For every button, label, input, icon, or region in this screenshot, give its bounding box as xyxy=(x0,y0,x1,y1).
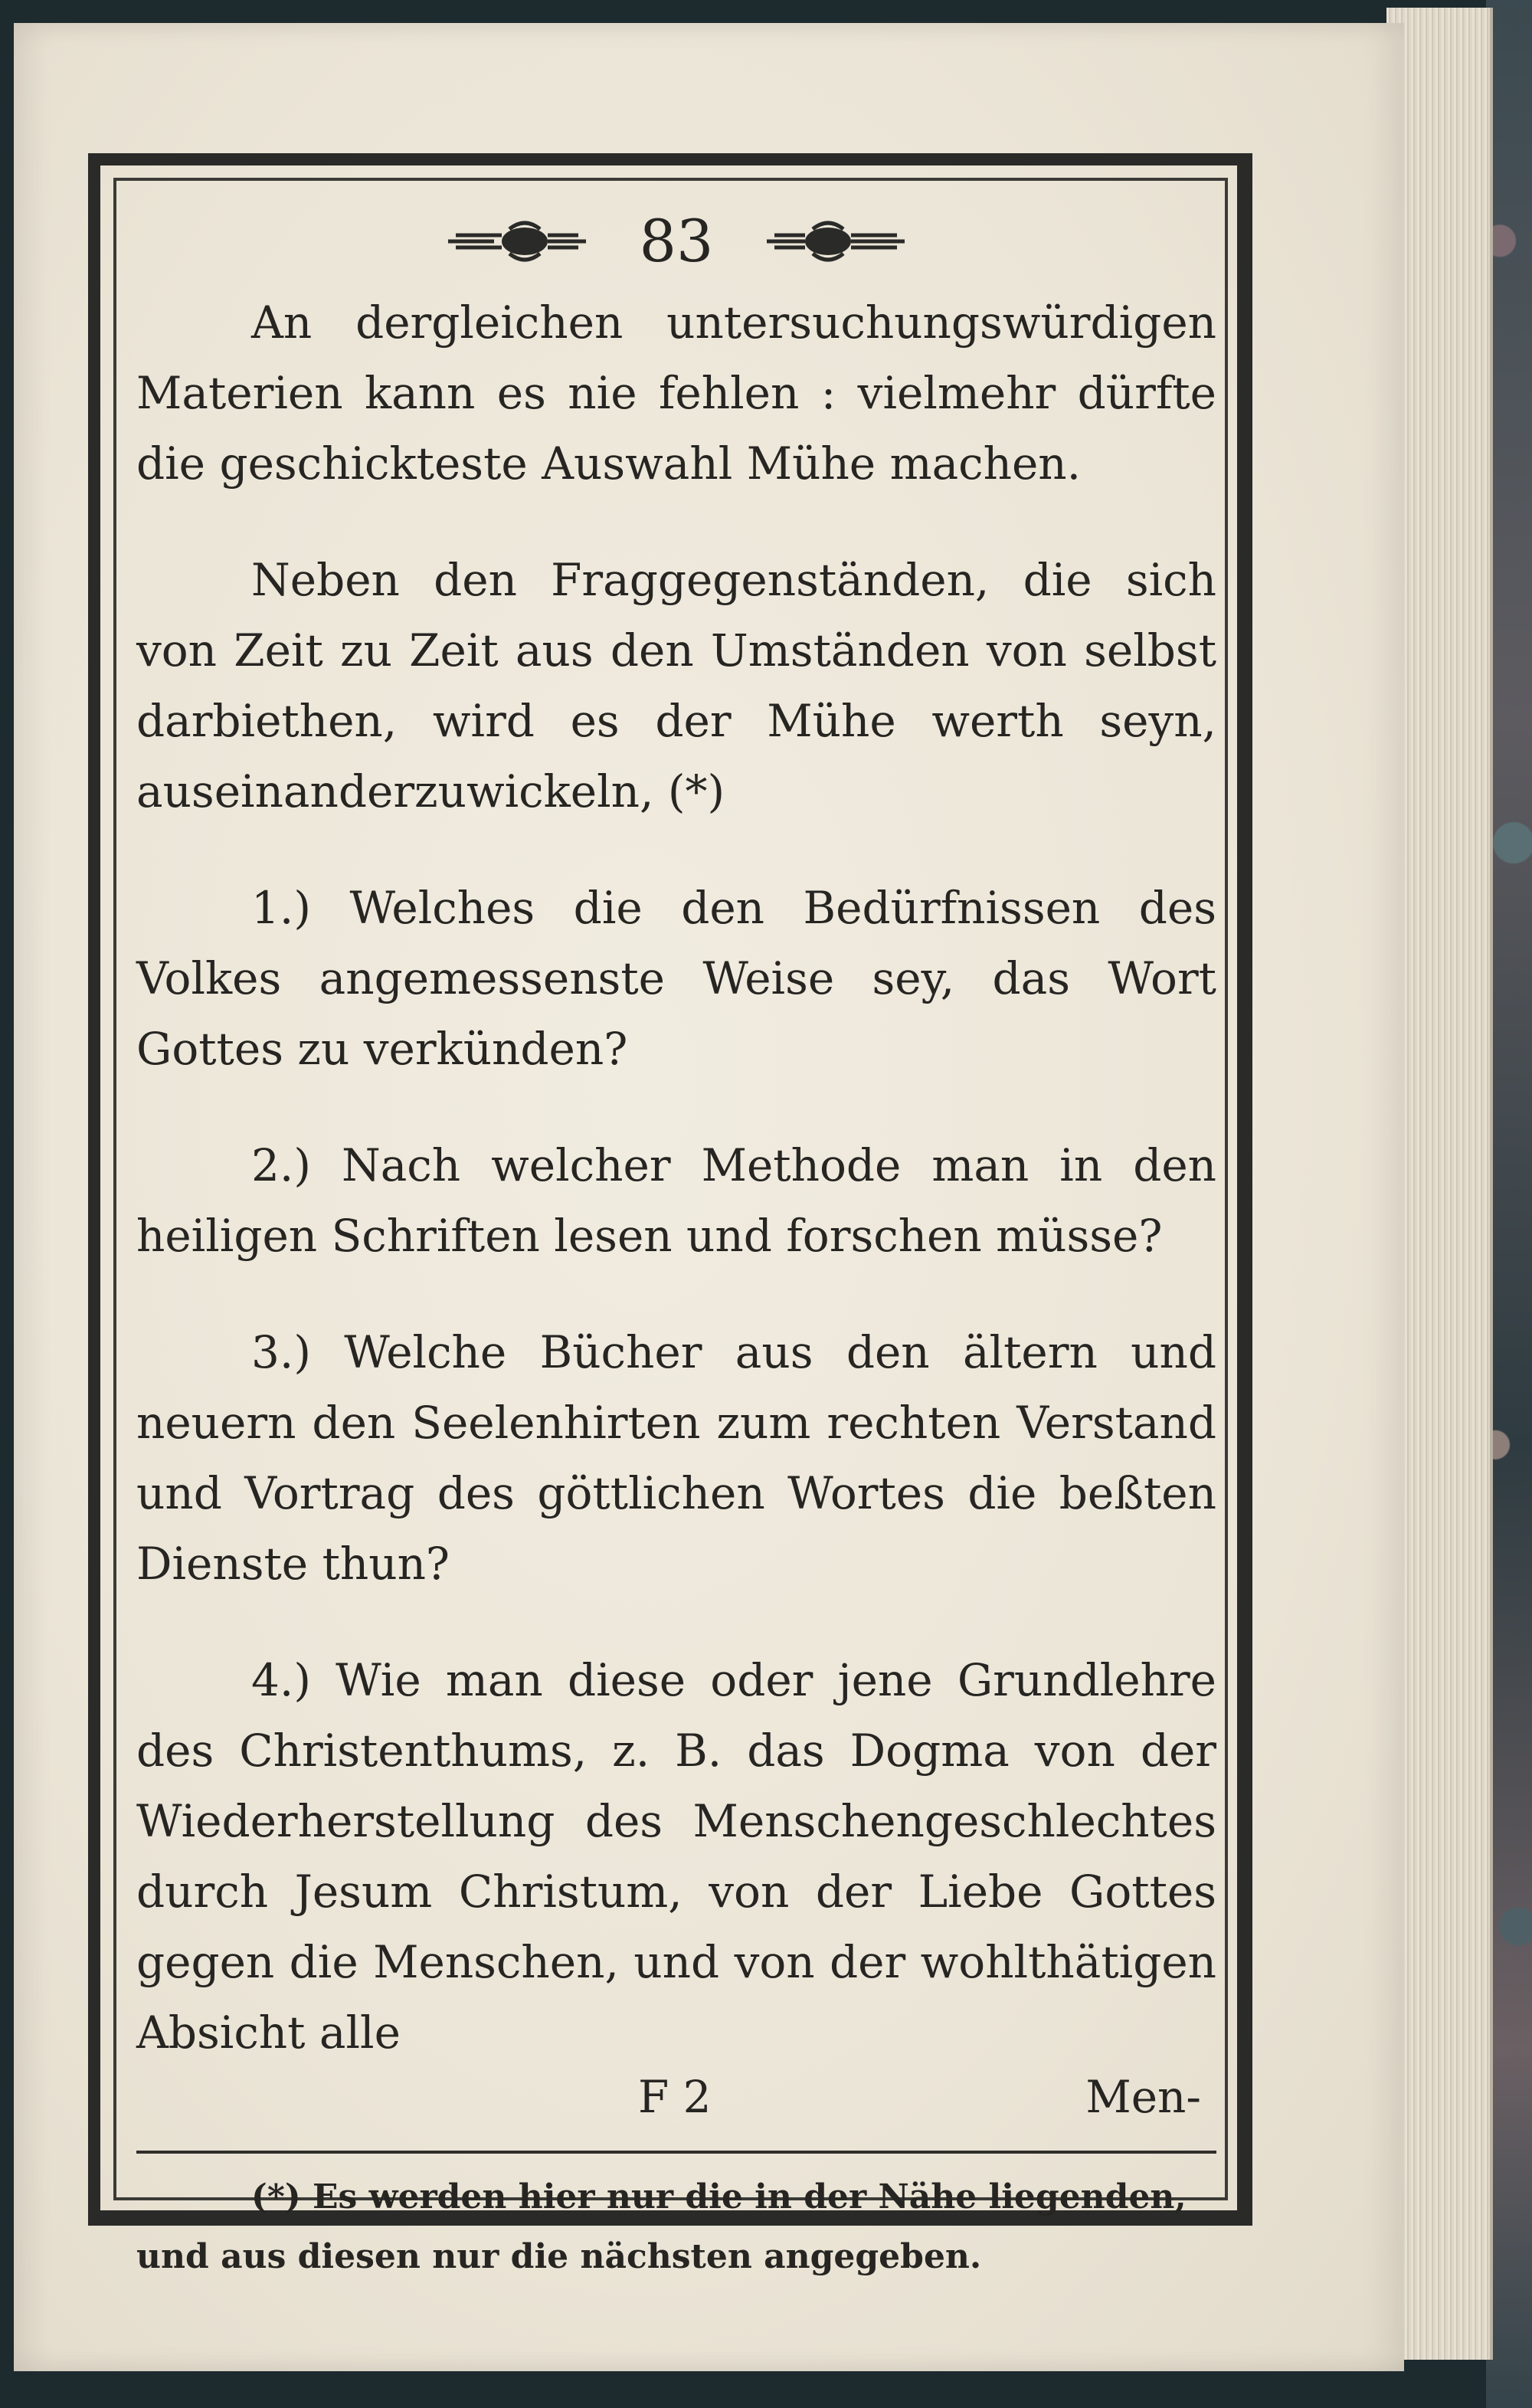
signature-row xyxy=(136,2071,1216,2140)
paragraph-item-1: 1.) Welches die den Bedürfnissen des Volkes angemessenste Weise sey, das Wort Gottes zu verkünden? xyxy=(136,882,1216,1075)
page-content xyxy=(136,195,1216,2287)
paragraph-intro: An dergleichen untersuchungswürdigen Materien kann es nie fehlen : vielmehr dürfte die geschickteste Auswahl Mühe machen. xyxy=(136,296,1216,490)
ornament-left-icon xyxy=(448,218,586,264)
footnote: (*) Es werden hier nur die in der Nähe liegenden, und aus diesen nur die nächsten angegeben. xyxy=(136,2177,1187,2276)
page-header xyxy=(136,195,1216,287)
footnote-divider xyxy=(136,2151,1216,2154)
paragraph-item-2: 2.) Nach welcher Methode man in den heiligen Schriften lesen und forschen müsse? xyxy=(136,1139,1216,1262)
ornament-right-icon xyxy=(767,218,905,264)
signature-mark: F 2 xyxy=(638,2071,712,2123)
paragraph-item-3: 3.) Welche Bücher aus den ältern und neuern den Seelenhirten zum rechten Verstand und Vortrag des göttlichen Wortes die beßten Dienste thun? xyxy=(136,1326,1216,1590)
page-number: 83 xyxy=(639,207,714,275)
catchword: Men- xyxy=(1085,2071,1201,2123)
marbled-cover xyxy=(1486,0,1532,2408)
paragraph-item-4: 4.) Wie man diese oder jene Grundlehre des Christenthums, z. B. das Dogma von der Wiederherstellung des Menschengeschlechtes durch Jesum Christum, von der Liebe Gottes gegen die Menschen, und von der wohlthätigen Absicht alle xyxy=(136,1654,1216,2059)
paragraph-topics: Neben den Fraggegenständen, die sich von Zeit zu Zeit aus den Umständen von selbst darbiethen, wird es der Mühe werth seyn, auseinanderzuwickeln, (*) xyxy=(136,554,1216,817)
